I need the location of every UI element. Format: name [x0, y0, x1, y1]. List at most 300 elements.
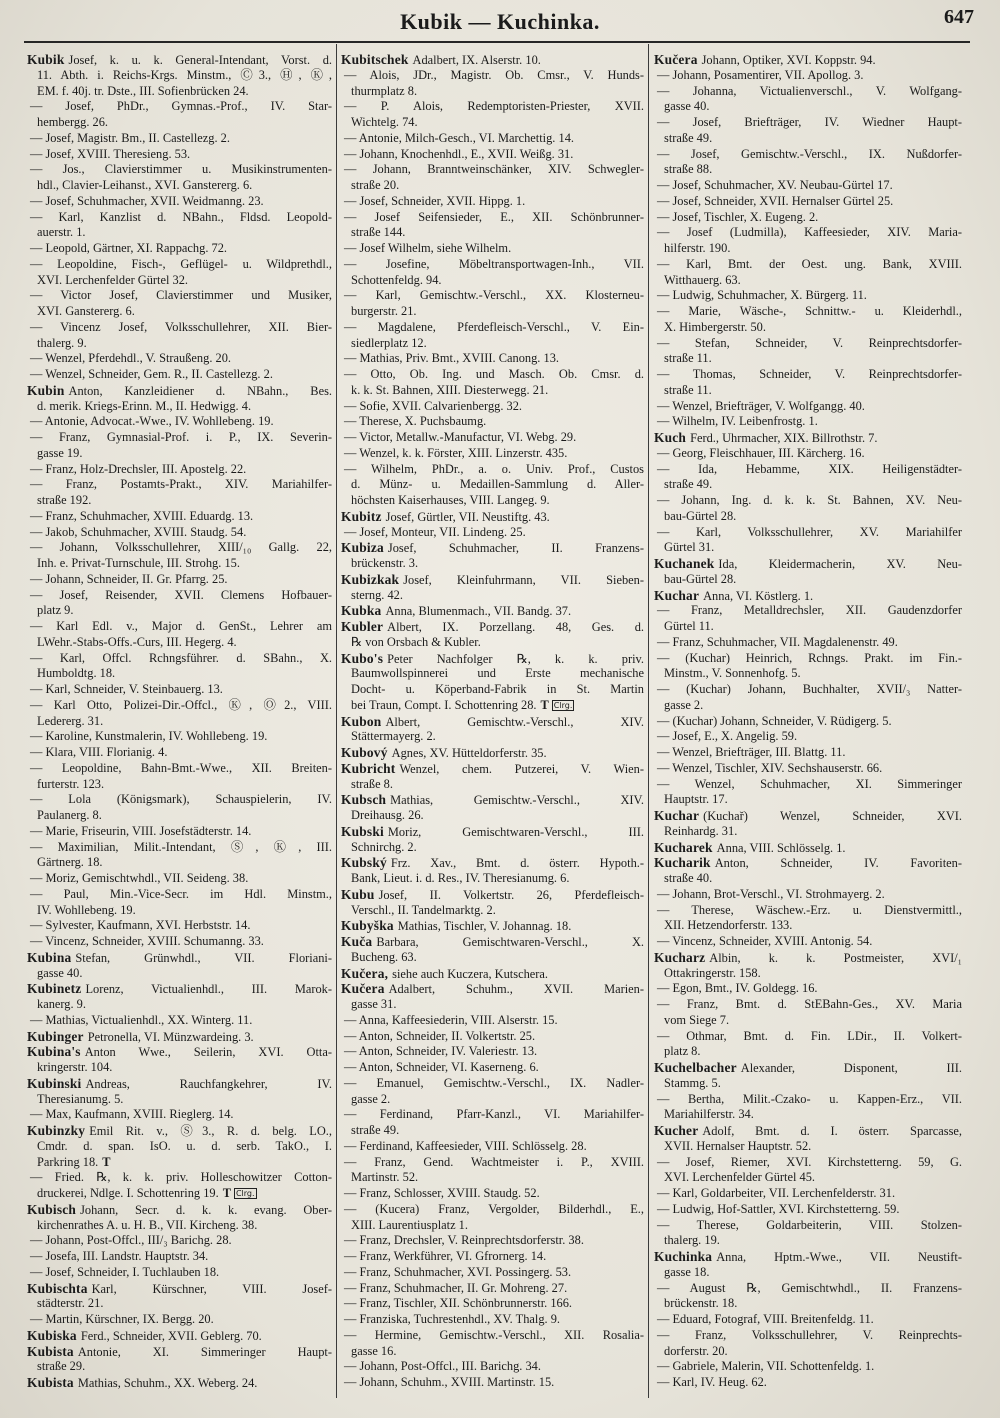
- entry-text: Adalbert, IX. Alserstr. 10.: [412, 53, 541, 67]
- entry-text: — Franz, Gymnasial-Prof. i. P., IX. Severin-: [30, 430, 332, 444]
- directory-line: [654, 1092, 962, 1108]
- directory-line: [341, 792, 644, 808]
- directory-line: [341, 1344, 644, 1360]
- entry-text: Theresianumg. 5.: [37, 1091, 124, 1106]
- directory-line: [27, 1107, 332, 1123]
- entry-text: — Franz, Werkführer, VI. Gfrornerg. 14.: [344, 1249, 547, 1263]
- directory-line: [27, 84, 332, 100]
- entry-text: — Josefa, III. Landstr. Hauptstr. 34.: [30, 1249, 209, 1263]
- directory-line: [654, 808, 962, 824]
- directory-line: [654, 1044, 962, 1060]
- directory-line: [27, 525, 332, 541]
- directory-line: [654, 1029, 962, 1045]
- directory-line: [654, 414, 962, 430]
- directory-line: [341, 1328, 644, 1344]
- entry-text: XIII. Laurentiusplatz 1.: [351, 1217, 468, 1232]
- directory-line: [341, 666, 644, 682]
- entry-text: EM. f. 40j. tr. Dste., III. Sofienbrücken 24.: [37, 83, 249, 98]
- entry-text: XII. Hetzendorferstr. 133.: [664, 918, 793, 933]
- entry-text: — Ludwig, Schuhmacher, X. Bürgerg. 11.: [657, 288, 867, 303]
- entry-text: — Karl, IV. Heug. 62.: [657, 1375, 767, 1389]
- directory-line: [27, 1344, 332, 1360]
- entry-text: auerstr. 1.: [37, 225, 86, 240]
- entry-surname: Kuchinka: [654, 1249, 713, 1264]
- entry-text: — Wenzel, Schuhmacher, XI. Simmeringer: [657, 776, 962, 791]
- entry-text: siehe auch Kuczera, Kutschera.: [392, 966, 548, 981]
- entry-text: straße 144.: [351, 225, 406, 240]
- directory-line: [341, 525, 644, 541]
- directory-line: [341, 115, 644, 131]
- directory-line: [654, 682, 962, 698]
- directory-line: [341, 509, 644, 525]
- entry-text: gasse 16.: [351, 1343, 397, 1358]
- header-rule: [24, 41, 970, 43]
- entry-text: Inh. e. Privat-Turnschule, III. Strohg. 15.: [37, 556, 240, 570]
- entry-text: — Marie, Friseurin, VIII. Josefstädterstr. 14.: [30, 823, 252, 838]
- entry-text: Gürtel 11.: [664, 619, 714, 633]
- entry-text: — Sylvester, Kaufmann, XVI. Herbststr. 14.: [30, 918, 251, 933]
- directory-line: [654, 194, 962, 210]
- directory-line: [27, 1060, 332, 1076]
- entry-surname: Kubitschek: [341, 52, 409, 67]
- entry-text: dorferstr. 20.: [664, 1343, 728, 1358]
- directory-line: [27, 1013, 332, 1029]
- directory-line: [654, 887, 962, 903]
- directory-line: [341, 556, 644, 572]
- entry-text: — Josefine, Möbeltransportwagen-Inh., VII.: [344, 256, 644, 271]
- entry-text: — Johann, Volksschullehrer, XIII/₁₀ Gallg. 22,: [30, 540, 332, 555]
- directory-line: [27, 1328, 332, 1344]
- entry-surname: Kubský: [341, 855, 387, 871]
- entry-text: — Bertha, Milit.-Czako- u. Kappen-Erz., VII.: [657, 1091, 962, 1106]
- entry-text: — Josef, PhDr., Gymnas.-Prof., IV. Star-: [30, 99, 332, 114]
- entry-text: Martinstr. 52.: [351, 1170, 419, 1185]
- entry-text: — Alois, JDr., Magistr. Ob. Cmsr., V. Hunds-: [344, 67, 644, 82]
- directory-line: [27, 903, 332, 919]
- entry-text: — Josef, Schuhmacher, XVII. Weidmanng. 23.: [30, 193, 264, 208]
- entry-text: Stefan, Grünwhdl., VII. Floriani-: [75, 950, 332, 965]
- entry-text: Peter Nachfolger ℞, k. k. priv.: [387, 651, 644, 666]
- entry-text: straße 49.: [351, 1123, 400, 1137]
- entry-surname: Kubinetz: [27, 981, 82, 997]
- directory-line: [654, 934, 962, 950]
- entry-text: — Josef, Magistr. Bm., II. Castellezg. 2.: [30, 130, 230, 145]
- entry-text: — Therese, Wäschew.-Erz. u. Dienstvermittl.,: [657, 902, 962, 917]
- directory-line: [341, 1044, 644, 1060]
- entry-text: — Karl, Schneider, V. Steinbauerg. 13.: [30, 682, 223, 696]
- entry-text: siedlerplatz 12.: [351, 335, 427, 350]
- directory-line: [27, 1233, 332, 1249]
- directory-line: [341, 966, 644, 982]
- directory-line: [654, 1328, 962, 1344]
- entry-surname: Kucharek: [654, 839, 713, 855]
- directory-line: [27, 714, 332, 730]
- directory-line: [27, 1359, 332, 1375]
- directory-line: [341, 383, 644, 399]
- entry-text: Albert, IX. Porzellang. 48, Ges. d.: [387, 620, 644, 634]
- entry-text: Reinhardg. 31.: [664, 823, 738, 838]
- entry-text: — Mathias, Victualienhdl., XX. Winterg. 11.: [30, 1012, 253, 1027]
- directory-line: [341, 1312, 644, 1328]
- entry-text: — Josef, Tischler, X. Eugeng. 2.: [657, 209, 819, 224]
- telephone-mark: T: [102, 1154, 111, 1169]
- entry-text: — Josef, E., X. Angelig. 59.: [657, 729, 798, 744]
- directory-line: [341, 84, 644, 100]
- entry-text: — Franz, Schlosser, XVIII. Staudg. 52.: [344, 1186, 540, 1200]
- directory-line: [654, 840, 962, 856]
- entry-text: — Franz, Postamts-Prakt., XIV. Mariahilfer-: [30, 477, 332, 492]
- entry-text: LWehr.-Stabs-Offs.-Curs, III. Hegerg. 4.: [37, 634, 237, 649]
- entry-text: — Martin, Kürschner, IX. Bergg. 20.: [30, 1312, 214, 1326]
- entry-text: — Josef Wilhelm, siehe Wilhelm.: [344, 241, 512, 255]
- directory-line: [654, 1123, 962, 1139]
- entry-surname: Kubon: [341, 713, 382, 729]
- entry-surname: Kubina: [27, 949, 72, 965]
- directory-line: [27, 777, 332, 793]
- directory-line: [654, 950, 962, 966]
- directory-line: [654, 462, 962, 478]
- entry-text: — Johanna, Victualienverschl., V. Wolfgang-: [657, 83, 962, 98]
- entry-surname: Kubu: [341, 886, 375, 902]
- entry-surname: Kubricht: [341, 760, 396, 776]
- entry-surname: Kubisch: [27, 1201, 77, 1217]
- directory-line: [27, 698, 332, 714]
- entry-text: — Karl, Bmt. der Oest. ung. Bank, XVIII.: [657, 256, 962, 271]
- directory-line: [654, 1202, 962, 1218]
- directory-line: [654, 666, 962, 682]
- directory-line: [27, 1170, 332, 1186]
- directory-line: [27, 824, 332, 840]
- entry-text: — August ℞, Gemischtwhdl., II. Franzens-: [657, 1280, 962, 1295]
- entry-text: Albin, k. k. Postmeister, XVI/₁: [709, 950, 962, 965]
- directory-line: [27, 509, 332, 525]
- directory-line: [654, 68, 962, 84]
- entry-surname: Kubinski: [27, 1075, 82, 1091]
- entry-text: — Josef (Ludmilla), Kaffeesieder, XIV. Maria-: [657, 225, 962, 240]
- entry-text: — Karl, Offcl. Rchngsführer. d. SBahn., X.: [30, 650, 332, 665]
- directory-line: [27, 1029, 332, 1045]
- entry-text: — Mathias, Priv. Bmt., XVIII. Canong. 13.: [344, 351, 559, 366]
- entry-text: X. Himbergerstr. 50.: [664, 319, 766, 334]
- entry-text: — Antonie, Milch-Gesch., VI. Marchettig. 14.: [344, 130, 574, 145]
- entry-text: burgerstr. 21.: [351, 304, 417, 318]
- directory-line: [654, 399, 962, 415]
- directory-line: [27, 981, 332, 997]
- entry-surname: Kucharik: [654, 855, 711, 871]
- directory-line: [654, 493, 962, 509]
- entry-text: — Johann, Knochenhdl., E., XVII. Weißg. 31.: [344, 146, 574, 161]
- entry-surname: Kubitz: [341, 508, 382, 524]
- entry-text: Frz. Xav., Bmt. d. österr. Hypoth.-: [390, 856, 644, 871]
- entry-text: Emil Rit. v., Ⓢ3., R. d. belg. LO.,: [89, 1124, 332, 1138]
- directory-line: [27, 446, 332, 462]
- directory-line: [27, 336, 332, 352]
- entry-text: Minstm., V. Sonnenhofg. 5.: [664, 666, 801, 681]
- directory-line: [654, 698, 962, 714]
- entry-text: Gürtel 31.: [664, 540, 715, 555]
- directory-line: [27, 414, 332, 430]
- directory-line: [27, 383, 332, 399]
- directory-line: [27, 1202, 332, 1218]
- entry-text: — Johann, Schuhm., XVIII. Martinstr. 15.: [344, 1375, 555, 1389]
- directory-line: [27, 1218, 332, 1234]
- entry-text: — Josef, Reisender, XVII. Clemens Hofbauer-: [30, 587, 332, 602]
- entry-text: IV. Wohllebeng. 19.: [37, 902, 136, 917]
- entry-text: vom Siege 7.: [664, 1012, 730, 1027]
- directory-line: [27, 761, 332, 777]
- directory-line: [654, 131, 962, 147]
- directory-line: [341, 855, 644, 871]
- directory-line: [27, 619, 332, 635]
- entry-surname: Kubischta: [27, 1280, 88, 1296]
- entry-surname: Kubiska: [27, 1327, 77, 1343]
- entry-text: XVI. Ganstererg. 6.: [37, 304, 135, 318]
- directory-line: [341, 572, 644, 588]
- entry-text: Ida, Kleidermacherin, XV. Neu-: [718, 557, 962, 571]
- entry-text: — Karl, Volksschullehrer, XV. Mariahilfer: [657, 524, 962, 539]
- directory-line: [27, 1092, 332, 1108]
- directory-line: [341, 840, 644, 856]
- directory-line: [27, 1155, 332, 1171]
- directory-line: [341, 1375, 644, 1391]
- entry-text: straße 40.: [664, 871, 713, 885]
- directory-line: [341, 1170, 644, 1186]
- entry-text: brückenstr. 18.: [664, 1296, 738, 1311]
- entry-text: Ottakringerstr. 158.: [664, 965, 761, 980]
- entry-text: — Josef, Schneider, I. Tuchlauben 18.: [30, 1264, 220, 1279]
- directory-line: [654, 84, 962, 100]
- directory-line: [341, 99, 644, 115]
- directory-line: [27, 540, 332, 556]
- directory-line: [27, 997, 332, 1013]
- directory-line: [654, 1375, 962, 1391]
- entry-text: — Wilhelm, IV. Leibenfrostg. 1.: [657, 414, 818, 429]
- directory-line: [27, 273, 332, 289]
- entry-text: Mathias, Gemischtw.-Verschl., XIV.: [390, 793, 644, 808]
- entry-text: Witthauerg. 63.: [664, 272, 741, 287]
- directory-line: [27, 1296, 332, 1312]
- directory-line: [341, 1107, 644, 1123]
- directory-line: [654, 1186, 962, 1202]
- directory-line: [27, 147, 332, 163]
- directory-line: [27, 493, 332, 509]
- entry-text: — Franz, Metalldrechsler, XII. Gaudenzdorfer: [657, 603, 962, 618]
- entry-text: — Franz, Tischler, XII. Schönbrunnerstr. 166.: [344, 1296, 573, 1311]
- directory-line: [341, 1249, 644, 1265]
- entry-text: ℞ von Orsbach & Kubler.: [351, 634, 481, 649]
- directory-line: [341, 68, 644, 84]
- entry-text: gasse 40.: [664, 99, 710, 114]
- directory-line: [27, 241, 332, 257]
- entry-surname: Kubik: [27, 52, 65, 67]
- entry-text: gasse 19.: [37, 445, 83, 460]
- entry-text: thalerg. 9.: [37, 335, 87, 350]
- entry-text: straße 11.: [664, 382, 712, 397]
- page-number: 647: [944, 6, 974, 28]
- entry-text: platz 9.: [37, 603, 74, 618]
- entry-text: — Emanuel, Gemischtw.-Verschl., IX. Nadler-: [344, 1075, 644, 1090]
- entry-text: Paulanerg. 8.: [37, 808, 102, 822]
- directory-line: [654, 162, 962, 178]
- directory-line: [27, 367, 332, 383]
- entry-surname: Kučera: [341, 981, 385, 997]
- entry-text: — Franziska, Tuchrestenhdl., XV. Thalg. 9.: [344, 1312, 561, 1326]
- directory-line: [654, 588, 962, 604]
- directory-line: [654, 603, 962, 619]
- directory-line: [341, 304, 644, 320]
- entry-text: XVI. Lerchenfelder Gürtel 45.: [664, 1170, 816, 1185]
- directory-line: [27, 635, 332, 651]
- directory-line: [341, 131, 644, 147]
- entry-surname: Kubo's: [341, 650, 384, 666]
- directory-line: [27, 304, 332, 320]
- entry-text: — Johann, Schneider, II. Gr. Pfarrg. 25.: [30, 571, 228, 586]
- directory-line: [27, 52, 332, 68]
- directory-line: [654, 824, 962, 840]
- entry-surname: Kubka: [341, 603, 382, 619]
- directory-line: [341, 414, 644, 430]
- entry-surname: Kubinzky: [27, 1123, 86, 1138]
- directory-line: [341, 777, 644, 793]
- directory-line: [654, 336, 962, 352]
- entry-text: — Wenzel, k. k. Förster, XIII. Linzerstr. 435.: [344, 445, 568, 460]
- directory-line: [27, 934, 332, 950]
- entry-text: — Klara, VIII. Florianig. 4.: [30, 745, 168, 759]
- entry-text: Mariahilferstr. 34.: [664, 1107, 754, 1122]
- directory-line: [341, 871, 644, 887]
- entry-text: — Karl Edl. v., Major d. GenSt., Lehrer am: [30, 619, 332, 633]
- directory-line: [654, 745, 962, 761]
- entry-text: — Johann, Branntweinschänker, XIV. Schwegler-: [344, 162, 644, 177]
- entry-text: — Wilhelm, PhDr., a. o. Univ. Prof., Custos: [344, 461, 644, 476]
- entry-text: — Ferdinand, Pfarr-Kanzl., VI. Mariahilfer-: [344, 1107, 644, 1122]
- entry-text: — Franz, Bmt. d. StEBahn-Ges., XV. Maria: [657, 997, 962, 1011]
- entry-text: — Anton, Schneider, IV. Valeriestr. 13.: [344, 1044, 538, 1059]
- directory-line: [341, 178, 644, 194]
- directory-line: [654, 241, 962, 257]
- entry-text: — Jakob, Schuhmacher, XVIII. Staudg. 54.: [30, 524, 247, 539]
- directory-line: [27, 572, 332, 588]
- directory-line: [654, 777, 962, 793]
- entry-text: — Magdalene, Pferdefleisch-Verschl., V. Ein-: [344, 319, 644, 334]
- telephone-mark: T: [222, 1186, 231, 1200]
- entry-text: Anna, Hptm.-Wwe., VII. Neustift-: [716, 1250, 962, 1264]
- directory-line: [27, 1375, 332, 1391]
- entry-text: — Karl, Gemischtw.-Verschl., XX. Klosterneu-: [344, 288, 644, 303]
- directory-line: [341, 1123, 644, 1139]
- entry-text: Josef, k. u. k. General-Intendant, Vorst. d.: [68, 53, 332, 67]
- directory-line: [341, 714, 644, 730]
- column-middle: [341, 52, 644, 1391]
- directory-line: [27, 603, 332, 619]
- entry-text: Schottenfeldg. 94.: [351, 272, 442, 287]
- entry-text: — Franz, Holz-Drechsler, III. Apostelg. 22.: [30, 461, 247, 476]
- directory-line: [654, 1344, 962, 1360]
- directory-line: [341, 162, 644, 178]
- directory-line: [341, 1281, 644, 1297]
- entry-text: — Josef, XVIII. Theresieng. 53.: [30, 146, 191, 161]
- directory-line: [341, 462, 644, 478]
- directory-line: [341, 336, 644, 352]
- entry-text: XVII. Hernalser Hauptstr. 52.: [664, 1138, 812, 1153]
- directory-line: [654, 729, 962, 745]
- entry-surname: Kuchar: [654, 587, 700, 603]
- entry-text: — Egon, Bmt., IV. Goldegg. 16.: [657, 981, 818, 996]
- entry-text: — Victor, Metallw.-Manufactur, VI. Webg. 29.: [344, 430, 577, 444]
- directory-line: [341, 918, 644, 934]
- entry-text: Anna, VIII. Schlösselg. 1.: [716, 840, 846, 855]
- directory-line: [341, 1155, 644, 1171]
- entry-text: Wenzel, chem. Putzerei, V. Wien-: [399, 761, 644, 776]
- entry-text: Karl, Kürschner, VIII. Josef-: [91, 1281, 332, 1296]
- directory-line: [27, 887, 332, 903]
- entry-text: kringerstr. 104.: [37, 1060, 113, 1074]
- entry-text: — Franz, Schuhmacher, II. Gr. Mohreng. 27.: [344, 1280, 568, 1295]
- entry-text: — Therese, Goldarbeiterin, VIII. Stolzen-: [657, 1217, 962, 1232]
- entry-text: — Maximilian, Milit.-Intendant, Ⓢ, Ⓚ, III.: [30, 839, 332, 854]
- directory-line: [27, 556, 332, 572]
- entry-text: 11. Abth. i. Reichs-Krgs. Minstm., Ⓒ3., Ⓗ, Ⓚ,: [37, 67, 332, 82]
- entry-text: druckerei, Ndlge. I. Schottenring 19.: [37, 1186, 219, 1200]
- directory-line: [341, 698, 644, 714]
- entry-text: — Karl, Goldarbeiter, VII. Lerchenfelderstr. 31.: [657, 1186, 896, 1200]
- directory-line: [654, 1312, 962, 1328]
- directory-line: [341, 603, 644, 619]
- entry-text: — Karl, Kanzlist d. NBahn., Fldsd. Leopold-: [30, 209, 332, 224]
- entry-surname: Kubina's: [27, 1044, 81, 1060]
- directory-line: [654, 115, 962, 131]
- directory-line: [654, 430, 962, 446]
- directory-line: [654, 1060, 962, 1076]
- directory-line: [27, 225, 332, 241]
- entry-text: Bucheng. 63.: [351, 949, 417, 964]
- directory-line: [27, 729, 332, 745]
- entry-text: — Georg, Fleischhauer, III. Kärcherg. 16.: [657, 445, 865, 460]
- entry-text: straße 88.: [664, 162, 713, 177]
- entry-text: — Wenzel, Briefträger, V. Wolfgangg. 40.: [657, 398, 865, 413]
- entry-surname: Kucharz: [654, 949, 706, 965]
- entry-text: — Moriz, Gemischtwhdl., VII. Seideng. 38.: [30, 871, 249, 885]
- entry-surname: Kučera,: [341, 965, 389, 981]
- directory-line: [27, 1249, 332, 1265]
- entry-text: Anna, Blumenmach., VII. Bandg. 37.: [385, 604, 572, 619]
- entry-text: — Franz, Schuhmacher, XVIII. Eduardg. 13.: [30, 508, 254, 523]
- directory-line: [341, 761, 644, 777]
- directory-line: [341, 288, 644, 304]
- entry-text: Stammg. 5.: [664, 1075, 721, 1090]
- directory-line: [27, 210, 332, 226]
- entry-text: — Max, Kaufmann, XVIII. Rieglerg. 14.: [30, 1107, 234, 1122]
- directory-line: [341, 1233, 644, 1249]
- entry-text: — (Kuchar) Johann, Buchhalter, XVII/₃ Natter-: [657, 682, 962, 696]
- directory-line: [654, 1170, 962, 1186]
- entry-text: (Kuchař) Wenzel, Schneider, XVI.: [703, 809, 962, 823]
- directory-line: [341, 430, 644, 446]
- entry-text: straße 20.: [351, 178, 400, 192]
- entry-text: Wichtelg. 74.: [351, 115, 418, 129]
- entry-text: Lorenz, Victualienhdl., III. Marok-: [85, 982, 332, 997]
- directory-line: [654, 1076, 962, 1092]
- directory-line: [341, 320, 644, 336]
- directory-line: [27, 871, 332, 887]
- entry-text: — Vincenz Josef, Volksschullehrer, XII. Bier-: [30, 319, 332, 334]
- directory-line: [341, 651, 644, 667]
- directory-line: [341, 540, 644, 556]
- entry-text: Agnes, XV. Hütteldorferstr. 35.: [391, 746, 547, 760]
- directory-line: [27, 588, 332, 604]
- directory-line: [654, 651, 962, 667]
- directory-line: [654, 1218, 962, 1234]
